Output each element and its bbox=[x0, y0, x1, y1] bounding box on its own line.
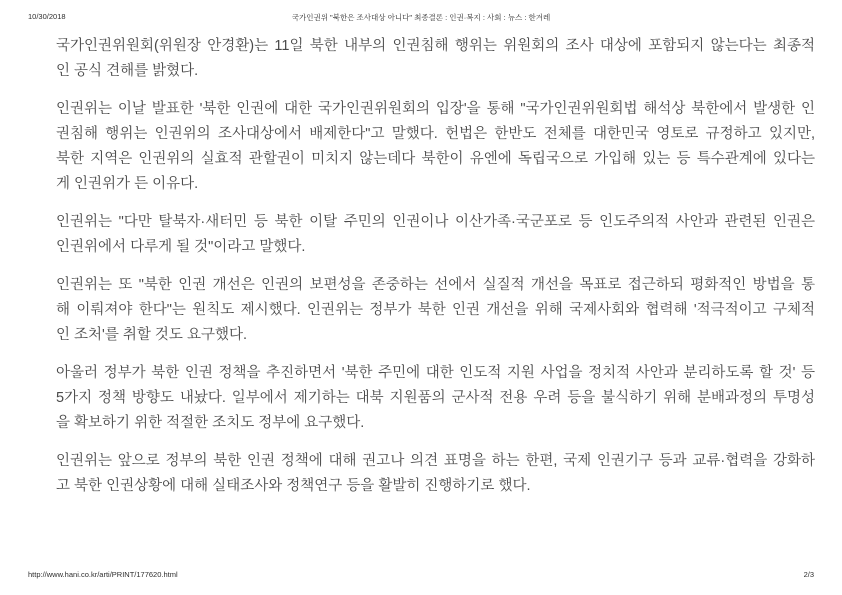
article-line: 국가인권위원회(위원장 안경환)는 11일 북한 내부의 인권침해 행위는 위원회의 조사 대상에 포함되지 않는다는 최종적 bbox=[56, 38, 815, 54]
article-line: 권침해 행위는 인권위의 조사대상에서 배제한다"고 말했다. 헌법은 한반도 전체를 대한민국 영토로 규정하고 있지만, bbox=[56, 126, 815, 142]
article-line: 북한 지역은 인권위의 실효적 관할권이 미치지 않는데다 북한이 유엔에 독립국으로 가입해 있는 등 특수관계에 있다는 bbox=[56, 151, 815, 167]
article-line: 해 이뤄져야 한다"는 원칙도 제시했다. 인권위는 정부가 북한 인권 개선을 위해 국제사회와 협력해 '적극적이고 구체적 bbox=[56, 302, 815, 318]
print-footer bbox=[28, 570, 814, 582]
article-line: 인 공식 견해를 밝혔다. bbox=[56, 63, 199, 79]
article-paragraph bbox=[56, 97, 815, 197]
page-number: 2/3 bbox=[803, 570, 814, 579]
article-line: 5가지 정책 방향도 내놨다. 일부에서 제기하는 대북 지원품의 군사적 전용 우려 등을 불식하기 위해 분배과정의 투명성 bbox=[56, 390, 815, 406]
article-line: 고 북한 인권상황에 대해 실태조사와 정책연구 등을 활발히 진행하기로 했다. bbox=[56, 478, 531, 494]
print-header bbox=[28, 12, 814, 24]
article-paragraph bbox=[56, 273, 815, 348]
article-body bbox=[56, 34, 815, 512]
source-url: http://www.hani.co.kr/arti/PRINT/177620.html bbox=[28, 570, 178, 579]
article-paragraph bbox=[56, 361, 815, 436]
article-line: 을 확보하기 위한 적절한 조치도 정부에 요구했다. bbox=[56, 415, 365, 431]
article-line: 인권위에서 다루게 될 것"이라고 말했다. bbox=[56, 239, 306, 255]
article-paragraph bbox=[56, 449, 815, 499]
article-paragraph bbox=[56, 34, 815, 84]
article-paragraph bbox=[56, 210, 815, 260]
article-line: 인권위는 이날 발표한 '북한 인권에 대한 국가인권위원회의 입장'을 통해 "국가인권위원회법 해석상 북한에서 발생한 인 bbox=[56, 101, 815, 117]
article-line: 인권위는 또 "북한 인권 개선은 인권의 보편성을 존중하는 선에서 실질적 개선을 목표로 접근하되 평화적인 방법을 통 bbox=[56, 277, 815, 293]
article-line: 인권위는 "다만 탈북자·새터민 등 북한 이탈 주민의 인권이나 이산가족·국군포로 등 인도주의적 사안과 관련된 인권은 bbox=[56, 214, 815, 230]
article-line: 인 조처'를 취할 것도 요구했다. bbox=[56, 327, 247, 343]
document-title: 국가인권위 "북한은 조사대상 아니다" 최종결론 : 인권·복지 : 사회 : 뉴스 : 한겨레 bbox=[291, 13, 551, 22]
article-line: 아울러 정부가 북한 인권 정책을 추진하면서 '북한 주민에 대한 인도적 지원 사업을 정치적 사안과 분리하도록 할 것' 등 bbox=[56, 365, 815, 381]
article-line: 게 인권위가 든 이유다. bbox=[56, 176, 199, 192]
article-line: 인권위는 앞으로 정부의 북한 인권 정책에 대해 권고나 의견 표명을 하는 한편, 국제 인권기구 등과 교류·협력을 강화하 bbox=[56, 453, 815, 469]
print-date: 10/30/2018 bbox=[28, 12, 66, 21]
